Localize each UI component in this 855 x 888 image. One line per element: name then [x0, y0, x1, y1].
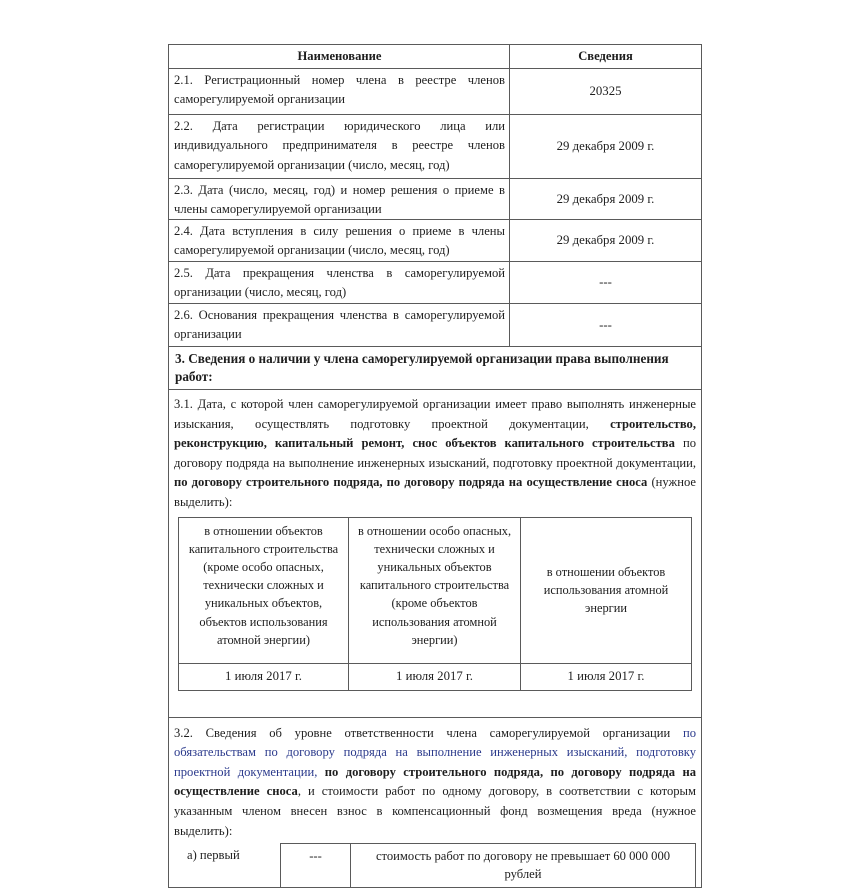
table-row	[169, 219, 701, 261]
row-value: ---	[599, 275, 612, 289]
work-rights-date: 1 июля 2017 г.	[521, 663, 691, 690]
table-row	[169, 68, 701, 114]
row-label: 2.4. Дата вступления в силу решения о приеме в члены саморегулируемой организации (число, месяц, год)	[169, 220, 510, 261]
text-span: (нужное выделить):	[174, 475, 696, 509]
section-3-title: 3. Сведения о наличии у члена саморегулируемой организации права выполнения работ:	[175, 351, 669, 384]
row-label: 2.2. Дата регистрации юридического лица или индивидуального предпринимателя в реестре членов саморегулируемой организации (число, месяц, год)	[169, 115, 510, 178]
level-label: а) первый	[187, 848, 240, 863]
section-3-1-row	[169, 389, 701, 717]
text-span: 3.2. Сведения об уровне ответственности члена саморегулируемой организации	[174, 725, 683, 740]
row-value: 29 декабря 2009 г.	[556, 233, 655, 247]
work-rights-heading: в отношении объектов капитального строительства (кроме особо опасных, технически сложных и уникальных объектов, объектов использования атомной энергии)	[179, 518, 349, 663]
bold-text-span: строительство, реконструкцию, капитальный ремонт, снос объектов капитального строительства	[174, 416, 696, 451]
row-value: 20325	[589, 84, 622, 98]
header-name-column: Наименование	[169, 45, 510, 68]
row-value: 29 декабря 2009 г.	[556, 191, 655, 206]
table-row	[169, 303, 701, 346]
liability-level-row	[169, 843, 696, 887]
text-span: по договору подряда на выполнение инженерных изысканий, подготовку проектной документации,	[174, 436, 696, 470]
level-description: стоимость работ по договору не превышает 60 000 000 рублей	[375, 849, 671, 882]
text-span: 3.1. Дата, с которой член саморегулируемой организации имеет право выполнять инженерные изыскания, осуществлять подготовку проектной документации,	[174, 397, 696, 431]
membership-info-table	[168, 44, 702, 888]
section-3-2-text	[169, 718, 701, 844]
work-rights-heading: в отношении особо опасных, технически сложных и уникальных объектов капитального строительства (кроме объектов использования атомной энергии)	[349, 518, 521, 663]
row-value: 29 декабря 2009 г.	[556, 139, 655, 153]
section-3-title-row	[169, 346, 701, 389]
header-info-column: Сведения	[578, 49, 633, 63]
text-span: , и стоимости работ по одному договору, в соответствии с которым указанным членом внесен взнос в компенсационный фонд возмещения вреда (нужное выделить):	[174, 784, 696, 838]
table-row	[169, 114, 701, 178]
row-label: 2.5. Дата прекращения членства в саморегулируемой организации (число, месяц, год)	[169, 262, 510, 303]
level-box	[280, 843, 696, 887]
bold-text-span: по договору строительного подряда, по договору подряда на осуществление сноса	[174, 764, 696, 799]
section-3-1-text	[169, 390, 701, 515]
row-label: 2.3. Дата (число, месяц, год) и номер решения о приеме в члены саморегулируемой организации	[169, 179, 510, 219]
table-row	[169, 178, 701, 219]
work-rights-date: 1 июля 2017 г.	[349, 663, 521, 690]
work-rights-table	[178, 517, 692, 691]
work-rights-heading: в отношении объектов использования атомной энергии	[543, 564, 669, 616]
row-label: 2.6. Основания прекращения членства в саморегулируемой организации	[169, 304, 510, 346]
bold-text-span: по договору строительного подряда, по договору подряда на осуществление сноса	[174, 475, 648, 490]
level-mark: ---	[281, 844, 351, 887]
row-label: 2.1. Регистрационный номер члена в реестре членов саморегулируемой организации	[169, 69, 510, 114]
spacer	[169, 695, 701, 717]
work-rights-date: 1 июля 2017 г.	[179, 663, 349, 690]
row-value: ---	[599, 317, 612, 332]
section-3-2-row	[169, 717, 701, 888]
text-span: по обязательствам по договору подряда на выполнение инженерных изысканий, подготовку проектной документации,	[174, 725, 696, 779]
table-header-row	[169, 45, 701, 68]
table-row	[169, 261, 701, 303]
